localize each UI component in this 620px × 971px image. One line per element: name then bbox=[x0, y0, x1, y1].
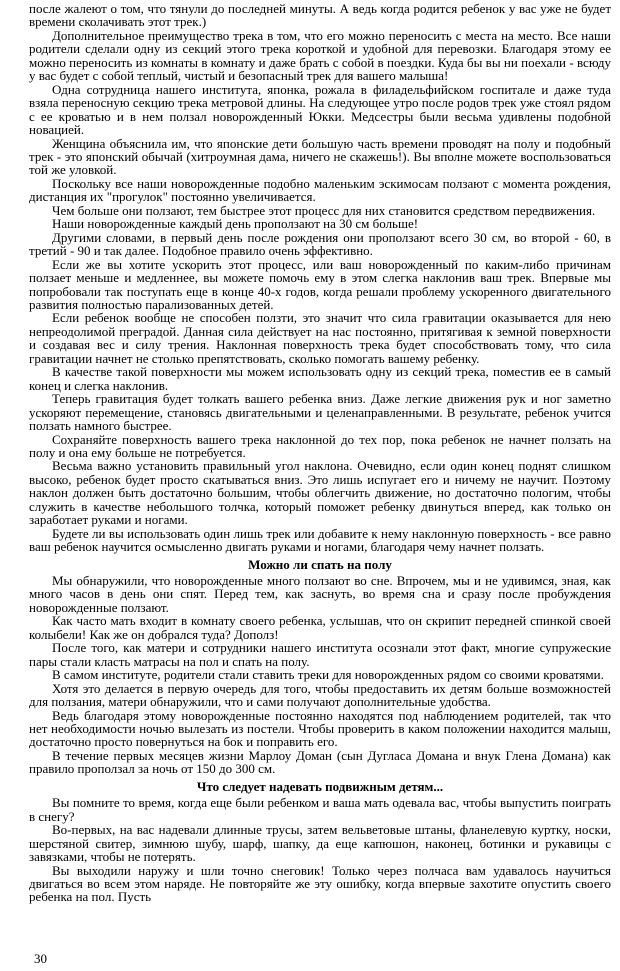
paragraph: Дополнительное преимущество трека в том, что его можно переносить с места на место. Все наши родители сделали одну из секций этого трека короткой и удобной для перевозки. Благодаря этому ее можно переносить из комнаты в комнату и даже брать с собой в поездки. Куда бы вы ни поехали - всюду у вас будет с собой теплый, чистый и безопасный трек для вашего малыша! bbox=[29, 27, 611, 84]
text-block-intro bbox=[29, 2, 611, 554]
paragraph: Вы выходили наружу и шли точно снеговик! Только через полчаса вам удавалось научиться двигаться во всем этом наряде. Не повторяйте же эту ошибку, когда впервые захотите опустить своего ребенка на пол. Пусть bbox=[29, 862, 611, 905]
paragraph: В качестве такой поверхности мы можем использовать одну из секций трека, поместив ее в самый конец и слегка наклонив. bbox=[29, 364, 611, 393]
paragraph: Если же вы хотите ускорить этот процесс, или ваш новорожденный по каким-либо причинам ползает меньше и медленнее, вы можете помочь ему в этом слегка наклонив ваш трек. Впервые мы попробовали так поступать еще в конце 40-х годов, когда решали проблему ускоренного двигательного развития полностью парализованных детей. bbox=[29, 256, 611, 312]
paragraph: Теперь гравитация будет толкать вашего ребенка вниз. Даже легкие движения рук и ног заметно ускоряют перемещение, становясь двигательными и целенаправленными. В результате, ребенок учится ползать намного быстрее. bbox=[29, 391, 611, 434]
text-block-clothing bbox=[29, 796, 611, 904]
paragraph: Вы помните то время, когда еще были ребенком и ваша мать одевала вас, чтобы выпустить поиграть в снегу? bbox=[29, 795, 611, 824]
paragraph: Сохраняйте поверхность вашего трека наклонной до тех пор, пока ребенок не начнет ползать на полу и она ему больше не потребуется. bbox=[29, 431, 611, 460]
section-heading-sleep-on-floor: Можно ли спать на полу bbox=[248, 556, 392, 572]
paragraph: В самом институте, родители стали ставить треки для новорожденных рядом со своими кроватями. bbox=[52, 667, 604, 683]
paragraph: Будете ли вы использовать один лишь трек или добавите к нему наклонную поверхность - все равно ваш ребенок научится осмысленно двигать руками и ногами, благодаря чему начнет ползать. bbox=[29, 525, 611, 555]
paragraph: После того, как матери и сотрудники нашего института осознали этот факт, многие супружеские пары стали класть матрасы на пол и спать на полу. bbox=[29, 640, 611, 669]
paragraph: Хотя это делается в первую очередь для того, чтобы предоставить их детям больше возможностей для ползания, матери обнаружили, что и сами получают дополнительные удобства. bbox=[29, 680, 611, 710]
paragraph: Весьма важно установить правильный угол наклона. Очевидно, если один конец поднят слишком высоко, ребенок будет просто скатываться вниз. Это лишь испугает его и ничему не научит. Поэтому наклон должен быть достаточно большим, чтобы облегчить движение, но достаточно пологим, чтобы служить в качестве небольшого толчка, который поможет ребенку двинуться вперед, как только он заработает руками и ногами. bbox=[29, 458, 611, 528]
paragraph: Чем больше они ползают, тем быстрее этот процесс для них становится средством передвижения. bbox=[52, 202, 596, 218]
paragraph: Наши новорожденные каждый день проползают на 30 см больше! bbox=[52, 216, 419, 232]
paragraph: Ведь благодаря этому новорожденные постоянно находятся под наблюдением родителей, так что нет необходимости ночью вылезать из постели. Чтобы проверить в каком положении находится малыш, достаточно просто повернуться на бок и поправить его. bbox=[29, 707, 611, 750]
paragraph: Во-первых, на вас надевали длинные трусы, затем вельветовые штаны, фланелевую куртку, носки, шерстяной свитер, зимнюю шубу, шарф, шапку, да еще капюшон, наконец, ботинки и рукавицы с завязками, чтобы не потерять. bbox=[29, 822, 611, 865]
paragraph: Как часто мать входит в комнату своего ребенка, услышав, что он скрипит передней спинкой своей колыбели! Как же он добрался туда? Дополз! bbox=[29, 613, 611, 642]
paragraph: Мы обнаружили, что новорожденные много ползают во сне. Впрочем, мы и не удивимся, зная, как много часов в день они спят. Перед тем, как заснуть, во время сна и сразу после пробуждения новорожденные ползают. bbox=[29, 573, 611, 615]
paragraph: Другими словами, в первый день после рождения они проползают всего 30 см, во второй - 60, в третий - 90 и так далее. Подобное правило очень эффективно. bbox=[29, 229, 611, 259]
text-block-sleep-on-floor bbox=[29, 574, 611, 776]
page-number: 30 bbox=[34, 951, 47, 966]
paragraph: Одна сотрудница нашего института, японка, рожала в филадельфийском госпитале и даже туда взяла переносную секцию трека метровой длины. На следующее утро после родов трек уже стоял рядом с ее кроватью и в нем ползал новорожденный Юкки. Медсестры были весьма удивлены подобной новацией. bbox=[29, 81, 611, 138]
paragraph: Женщина объяснила им, что японские дети большую часть времени проводят на полу и подобный трек - это японский обычай (хитроумная дама, ничего не скажешь!). Вы вполне можете воспользоваться той же уловкой. bbox=[29, 135, 611, 178]
paragraph: В течение первых месяцев жизни Марлоу Доман (сын Дугласа Домана и внук Глена Домана) как правило проползал за ночь от 150 до 300 см. bbox=[29, 747, 611, 777]
paragraph: Поскольку все наши новорожденные подобно маленьким эскимосам ползают с момента рождения, дистанция их "прогулок" постоянно увеличивается. bbox=[29, 175, 611, 205]
paragraph: Если ребенок вообще не способен ползти, это значит что сила гравитации оказывается для нею непреодолимой преградой. Данная сила действует на нас постоянно, притягивая к земной поверхности и создавая вес и силу трения. Наклонная поверхность трека будет способствовать тому, что сила гравитации начнет не столько препятствовать, сколько помогать вашему ребенку. bbox=[29, 310, 611, 366]
paragraph: после жалеют о том, что тянули до последней минуты. А ведь когда родится ребенок у вас уже не будет времени сколачивать этот трек.) bbox=[29, 1, 611, 30]
section-heading-clothing: Что следует надевать подвижным детям... bbox=[196, 778, 444, 794]
